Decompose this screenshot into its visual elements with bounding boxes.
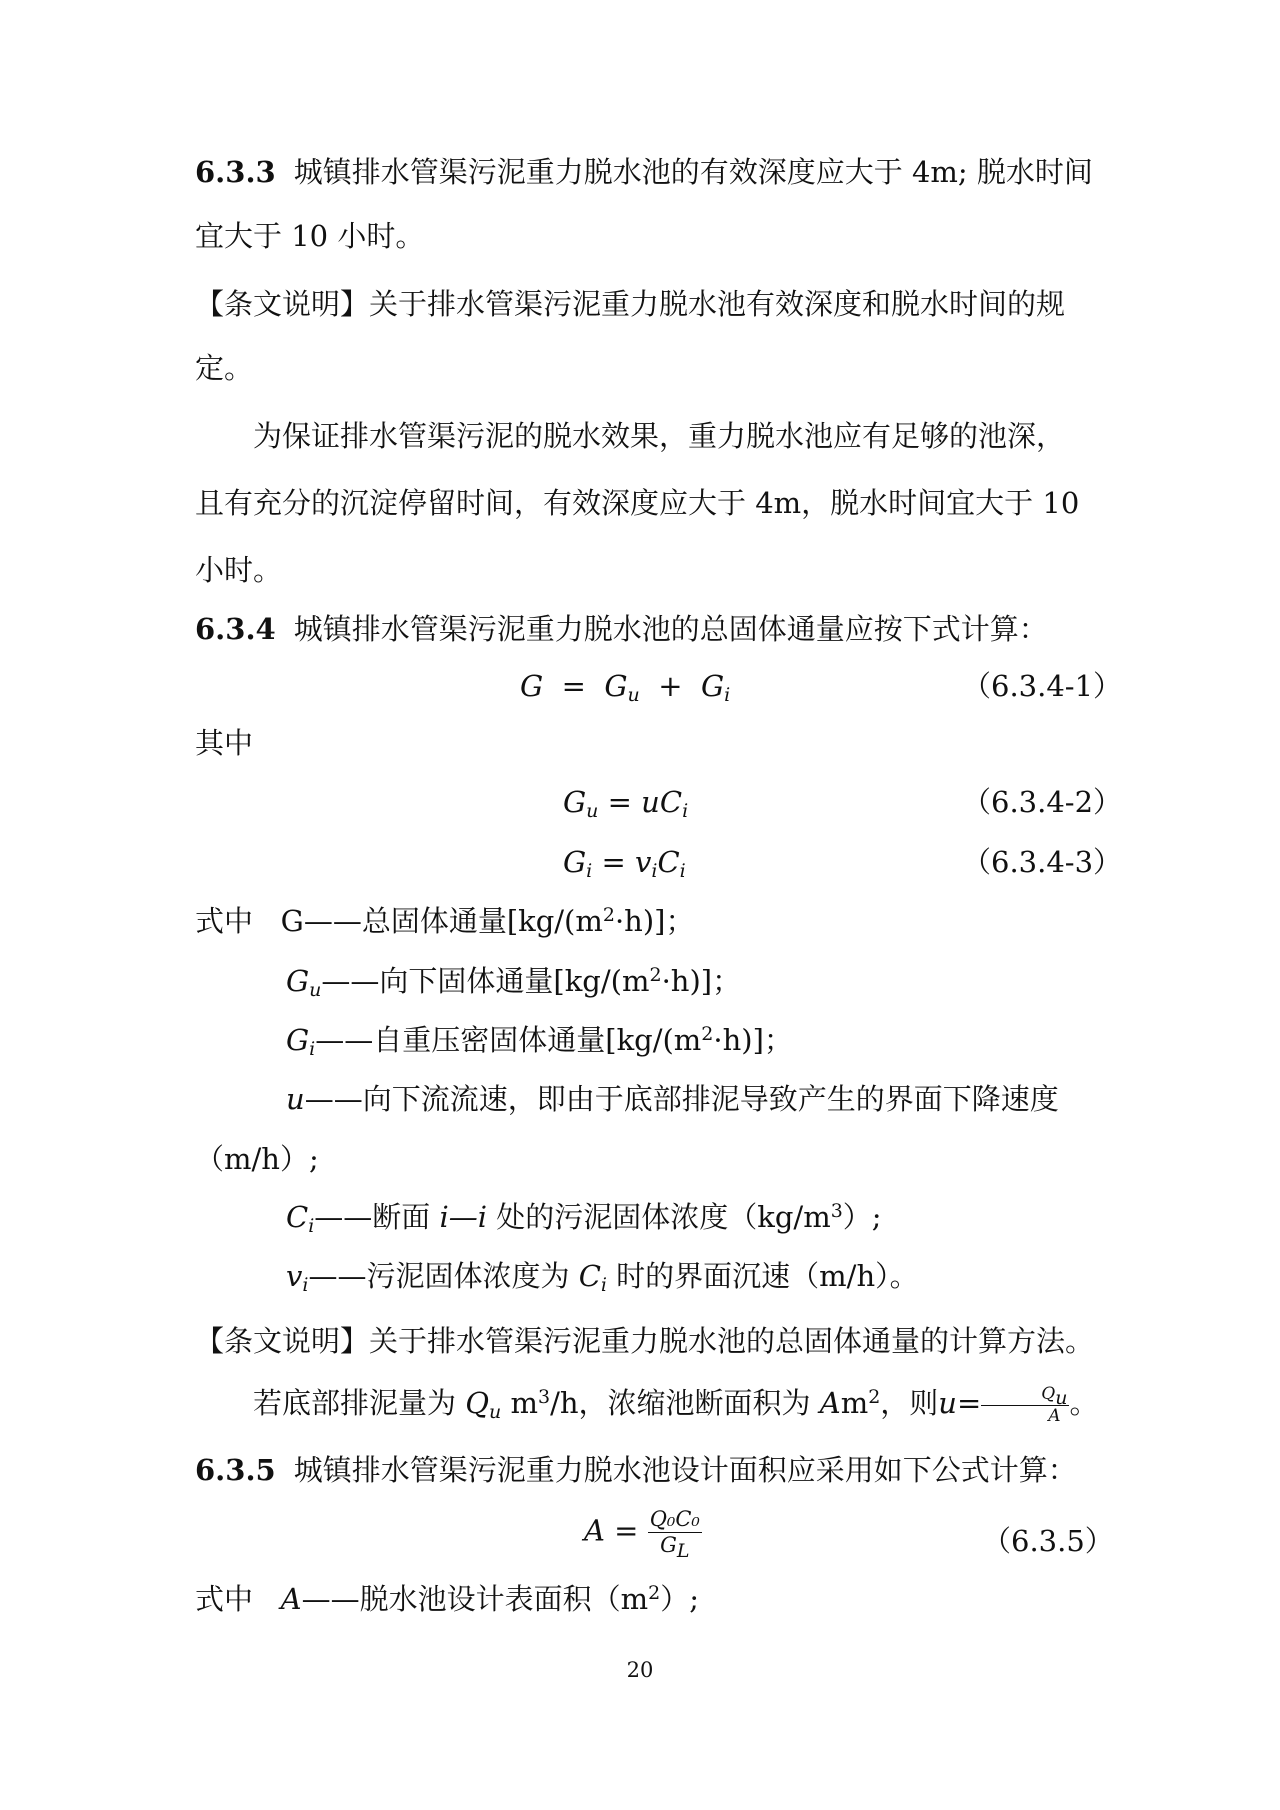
note-6-3-3-line1: 【条文说明】关于排水管渠污泥重力脱水池有效深度和脱水时间的规 <box>195 287 1066 321</box>
equation-6-3-4-3: $G_i = v_iC_i$ <box>563 845 686 882</box>
clause-6-3-3-line1: 6.3.3 城镇排水管渠污泥重力脱水池的有效深度应大于 4m; 脱水时间 <box>195 155 1093 189</box>
fraction-qu-over-a: $\frac{Q_u}{A}$ <box>981 1386 1069 1425</box>
note-para-line2: 且有充分的沉淀停留时间，有效深度应大于 4m，脱水时间宜大于 10 <box>195 486 1080 520</box>
equation-6-3-4-2: $G_u = uC_i$ <box>563 785 689 822</box>
def-Ci: $C_i——$断面 i—i 处的污泥固体浓度$(kg/m^3)$; <box>286 1200 882 1237</box>
equation-number: （6.3.4-3） <box>962 845 1123 879</box>
equation-number: （6.3.5） <box>982 1524 1114 1558</box>
clause-6-3-5-line1: 6.3.5 城镇排水管渠污泥重力脱水池设计面积应采用如下公式计算： <box>195 1453 1077 1487</box>
note-6-3-4-formula: 若底部排泥量为 $Q_u$ $m^3/h$，浓缩池断面积为 Am$^2$，则u= $\frac{Q_u}{A}$ 。 <box>253 1383 1099 1426</box>
def-A: 式中 A——脱水池设计表面积$(m^2)$; <box>195 1582 699 1616</box>
clause-number: 6.3.4 <box>195 612 276 646</box>
equation-number: （6.3.4-2） <box>962 785 1123 819</box>
def-Gi: $G_i——$自重压密固体通量$[kg/(m^2\cdot h)]$； <box>286 1023 793 1060</box>
qizhong-label: 其中 <box>195 726 254 760</box>
clause-6-3-4-line1: 6.3.4 城镇排水管渠污泥重力脱水池的总固体通量应按下式计算： <box>195 612 1048 646</box>
note-6-3-3-line2: 定。 <box>195 351 254 385</box>
fraction-q0c0-over-gl: $\frac{\text{Q₀C₀}}{G_L}$ <box>649 1507 700 1562</box>
note-para-line3: 小时。 <box>195 553 283 587</box>
note-label: 【条文说明】 <box>195 1324 370 1358</box>
clause-number: 6.3.3 <box>195 155 276 189</box>
def-u: u——向下流流速，即由于底部排泥导致产生的界面下降速度 <box>286 1082 1059 1116</box>
clause-6-3-3-line2: 宜大于 10 小时。 <box>195 219 425 253</box>
equation-6-3-4-1: $G = G_u + G_i$ <box>520 669 731 706</box>
def-vi: $v_i——$污泥固体浓度为 $C_i$ 时的界面沉速（m/h）。 <box>286 1259 919 1296</box>
def-Gu: $G_u——$向下固体通量$[kg/(m^2\cdot h)]$； <box>286 964 742 1001</box>
equation-6-3-5: A = $\frac{\text{Q₀C₀}}{G_L}$ <box>584 1507 700 1562</box>
note-para-line1: 为保证排水管渠污泥的脱水效果，重力脱水池应有足够的池深， <box>253 419 1066 453</box>
equation-number: （6.3.4-1） <box>962 669 1123 703</box>
def-u-cont: （m/h）; <box>195 1142 319 1176</box>
note-6-3-4: 【条文说明】关于排水管渠污泥重力脱水池的总固体通量的计算方法。 <box>195 1324 1095 1358</box>
page-number: 20 <box>626 1658 654 1682</box>
note-label: 【条文说明】 <box>195 287 370 321</box>
clause-number: 6.3.5 <box>195 1453 276 1487</box>
def-G: 式中 G——总固体通量$[kg/(m^2\cdot h)]$； <box>195 904 695 938</box>
